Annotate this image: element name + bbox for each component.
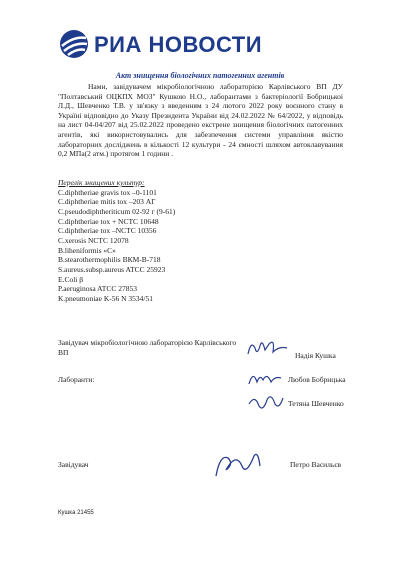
document-title: Акт знищення біологічних патогенних агентів	[115, 71, 285, 80]
document-number: Кушка 21455	[58, 510, 94, 516]
list-title: Перелік знищених культур:	[58, 178, 145, 187]
lab-label: Лаборанти:	[58, 375, 95, 384]
list-item: C.diphtheriae gravis tox –0-1101	[58, 187, 157, 197]
logo-text: РИА НОВОСТИ	[94, 32, 263, 57]
list-item: P.aeruginosa ATCC 27853	[58, 284, 137, 294]
ria-novosti-logo	[58, 28, 358, 66]
head-label: Завідувач мікробіологічною лабораторією Карлівського ВП	[58, 338, 237, 357]
lab-name-1: Любов Бобрицька	[288, 375, 346, 384]
manager-name: Петро Васильєв	[290, 460, 342, 469]
list-item: B.stearothermophilis ВКМ-В-718	[58, 255, 161, 265]
cultures-list	[58, 178, 348, 303]
signature-bobrytska	[245, 368, 285, 390]
list-item: C.pseudodiphtheriticum 02-92 г (9-61)	[58, 206, 176, 216]
signature-shevchenko	[245, 390, 285, 414]
list-item: C.diphtheriae tox + NCTC 10648	[58, 216, 159, 226]
list-item: E.Coli β	[58, 274, 84, 284]
signature-kushka	[245, 336, 290, 362]
manager-label: Завідувач	[58, 460, 89, 469]
list-item: S.aureus.subsp.aureus ATCC 25923	[58, 264, 166, 274]
head-name: Надія Кушка	[295, 351, 336, 360]
signature-vasyliev	[210, 448, 265, 482]
list-item: C.xerosis NCTC 12078	[58, 235, 129, 245]
list-item: C.diphtheriae mitis tox –203 АГ	[58, 197, 156, 207]
list-item: C.diphtheriae tox –NCTC 10356	[58, 226, 157, 236]
globe-icon	[58, 28, 90, 60]
body-paragraph: Нами, завідувачем мікробіологічною лабораторією Карлівського ВП ДУ "Полтавський ОЦКПХ МОЗ" Кушкою Н.О., лаборантами з бактеріології Бобрицькоі Л.Д., Шевченко Т.В. у зв'язку з введенням з 24 лютого 2022 року воєнного стану в Україні відповідно до Указу Президента України від 24.02.2022 № 64/2022, у відповідь на лист 04-04/207 від 25.02.2022 проведено екстрене знищення біологічних патогенних агентів, які використовувались для забезпечення системи управління якістю лабораторних досліджень в кількості 12 культури - 24 ємності шляхом автоклавування 0,2 МПа(2 атм.) протягом 1 години .	[58, 82, 343, 159]
list-item: K.pneumoniae K-56 N 3534/51	[58, 293, 153, 303]
list-item: B.liheniformis «C»	[58, 245, 116, 255]
lab-name-2: Тетяна Шевченко	[288, 399, 344, 408]
